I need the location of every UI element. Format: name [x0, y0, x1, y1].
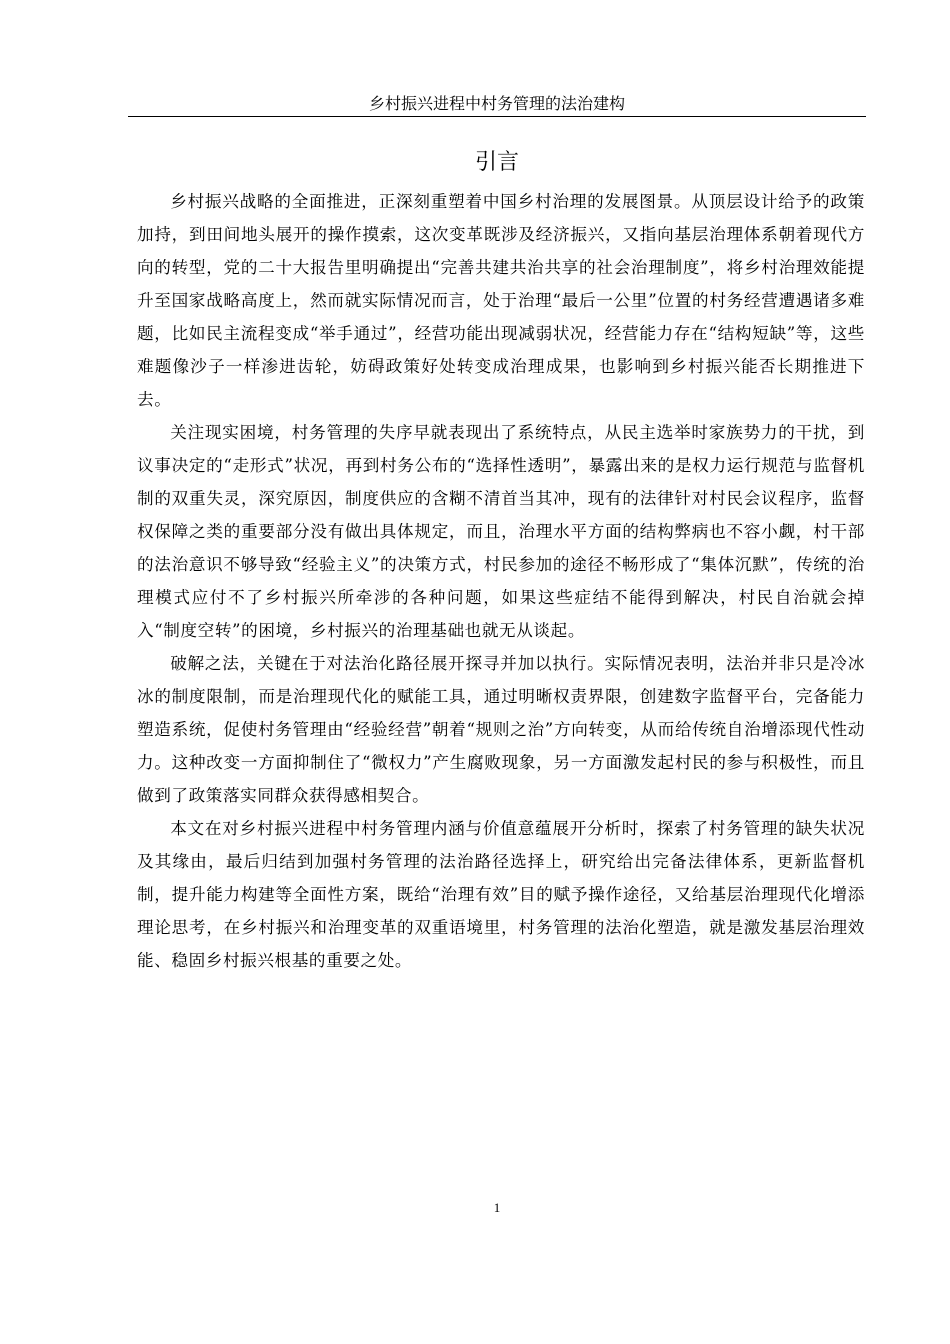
paragraph: 本文在对乡村振兴进程中村务管理内涵与价值意蕴展开分析时，探索了村务管理的缺失状况及其缘由，最后归结到加强村务管理的法治路径选择上，研究给出完备法律体系，更新监督机制，提升能力构建等全面性方案，既给“治理有效”目的赋予操作途径，又给基层治理现代化增添理论思考，在乡村振兴和治理变革的双重语境里，村务管理的法治化塑造，就是激发基层治理效能、稳固乡村振兴根基的重要之处。: [137, 819, 865, 970]
paragraph: 关注现实困境，村务管理的失序早就表现出了系统特点，从民主选举时家族势力的干扰，到议事决定的“走形式”状况，再到村务公布的“选择性透明”，暴露出来的是权力运行规范与监督机制的双重失灵，深究原因，制度供应的含糊不清首当其冲，现有的法律针对村民会议程序，监督权保障之类的重要部分没有做出具体规定，而且，治理水平方面的结构弊病也不容小觑，村干部的法治意识不够导致“经验主义”的决策方式，村民参加的途径不畅形成了“集体沉默”，传统的治理模式应付不了乡村振兴所牵涉的各种问题，如果这些症结不能得到解决，村民自治就会掉入“制度空转”的困境，乡村振兴的治理基础也就无从谈起。: [137, 423, 865, 640]
body-text: [137, 185, 865, 977]
running-header: 乡村振兴进程中村务管理的法治建构: [368, 94, 625, 113]
paragraph: 乡村振兴战略的全面推进，正深刻重塑着中国乡村治理的发展图景。从顶层设计给予的政策加持，到田间地头展开的操作摸索，这次变革既涉及经济振兴，又指向基层治理体系朝着现代方向的转型，党的二十大报告里明确提出“完善共建共治共享的社会治理制度”，将乡村治理效能提升至国家战略高度上，然而就实际情况而言，处于治理“最后一公里”位置的村务经营遭遇诸多难题，比如民主流程变成“举手通过”，经营功能出现减弱状况，经营能力存在“结构短缺”等，这些难题像沙子一样渗进齿轮，妨碍政策好处转变成治理成果，也影响到乡村振兴能否长期推进下去。: [137, 192, 865, 409]
page-number: 1: [493, 1200, 501, 1215]
section-title: 引言: [474, 150, 519, 175]
header-divider: [128, 116, 866, 117]
paragraph: 破解之法，关键在于对法治化路径展开探寻并加以执行。实际情况表明，法治并非只是冷冰冰的制度限制，而是治理现代化的赋能工具，通过明晰权责界限，创建数字监督平台，完备能力塑造系统，促使村务管理由“经验经营”朝着“规则之治”方向转变，从而给传统自治增添现代性动力。这种改变一方面抑制住了“微权力”产生腐败现象，另一方面激发起村民的参与积极性，而且做到了政策落实同群众获得感相契合。: [137, 654, 865, 805]
